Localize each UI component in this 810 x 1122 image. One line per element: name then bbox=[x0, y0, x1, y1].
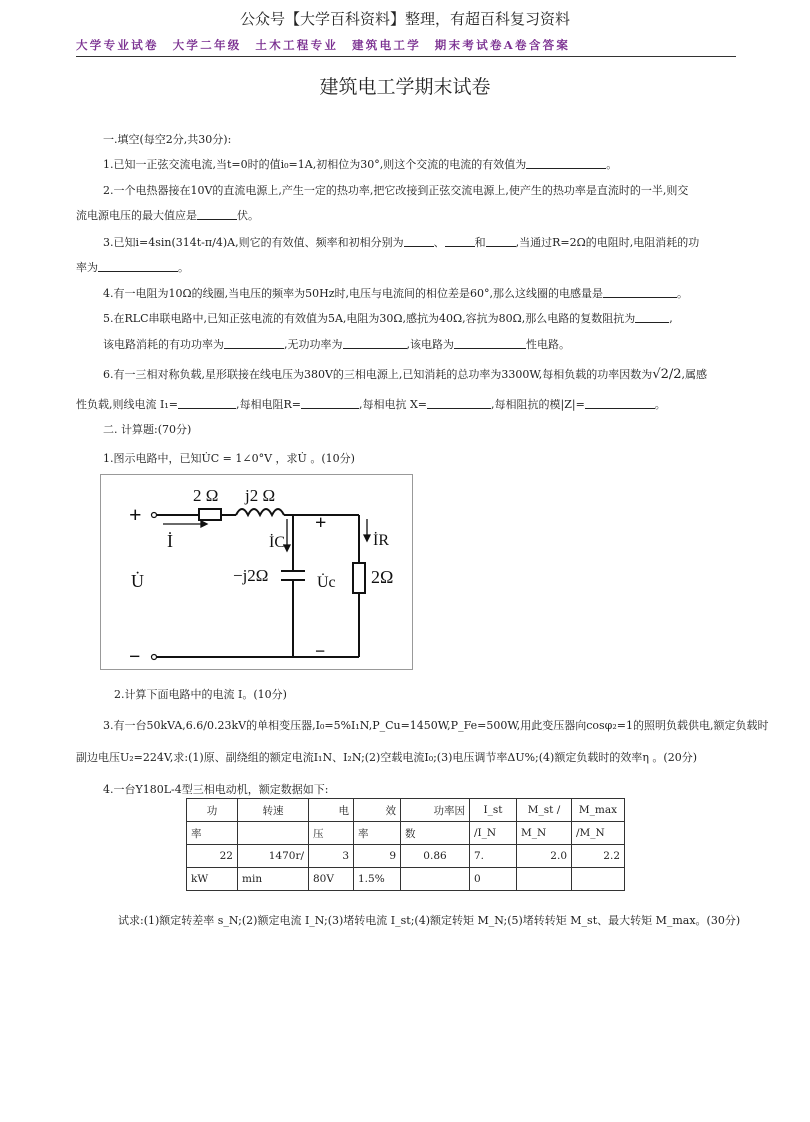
table-cell: 功 bbox=[187, 799, 238, 822]
table-cell: M_N bbox=[517, 822, 572, 845]
section1-heading: 一.填空(每空2分,共30分): bbox=[103, 133, 232, 146]
q4-text: 4.有一电阻为10Ω的线圈,当电压的频率为50Hz时,电压与电流间的相位差是60°,那么这线圈的电感量是 bbox=[103, 287, 603, 300]
question-1-5a bbox=[103, 310, 673, 326]
q6-blank1 bbox=[178, 398, 236, 409]
table-cell: 率 bbox=[187, 822, 238, 845]
q5-blank3 bbox=[343, 338, 407, 349]
section2-heading: 二. 计算题:(70分) bbox=[103, 423, 192, 436]
label-r-series: 2 Ω bbox=[193, 486, 219, 505]
table-cell: 3 bbox=[309, 845, 354, 868]
q2-blank bbox=[197, 209, 237, 220]
q5-blank1 bbox=[635, 312, 669, 323]
q1-text: 1.已知一正弦交流电流,当t=0时的值i₀=1A,初相位为30°,则这个交流的电流的有效值为 bbox=[103, 158, 527, 171]
q5-text5: 性电路。 bbox=[526, 338, 570, 351]
table-row bbox=[187, 845, 625, 868]
q5-text2: 该电路消耗的有功功率为 bbox=[103, 338, 224, 351]
q6-text2: 性负载,则线电流 I₁= bbox=[76, 398, 178, 411]
label-minus-c: − bbox=[315, 641, 326, 661]
q6-frac: √2/2 bbox=[652, 367, 682, 382]
table-cell bbox=[401, 868, 470, 891]
table-cell: 7. bbox=[470, 845, 517, 868]
table-cell: 功率因 bbox=[401, 799, 470, 822]
table-cell: 9 bbox=[354, 845, 401, 868]
q6-text4: ,每相电抗 X= bbox=[358, 398, 428, 411]
q4-dot: 。 bbox=[676, 287, 688, 300]
table-cell: M_st / bbox=[517, 799, 572, 822]
q1-dot: 。 bbox=[606, 158, 618, 171]
label-x-series: j2 Ω bbox=[245, 486, 276, 505]
page-title: 建筑电工学期末试卷 bbox=[319, 76, 491, 98]
table-cell: /I_N bbox=[470, 822, 517, 845]
question-1-2b bbox=[76, 207, 259, 223]
q5-text3: ,无功功率为 bbox=[284, 338, 343, 351]
label-minus-in: − bbox=[129, 646, 141, 668]
q3-text: 3.已知i=4sin(314t-π/4)A,则它的有效值、频率和初相分别为 bbox=[103, 236, 404, 249]
question-1-3b bbox=[76, 259, 189, 275]
table-cell: /M_N bbox=[572, 822, 625, 845]
question-1-6b bbox=[76, 396, 666, 412]
circuit-diagram bbox=[101, 475, 412, 669]
q3-blank4 bbox=[98, 261, 178, 272]
q5-text4: ,该电路为 bbox=[406, 338, 454, 351]
table-cell: min bbox=[238, 868, 309, 891]
q3-tail: ,当通过R=2Ω的电阻时,电阻消耗的功 bbox=[515, 236, 700, 249]
table-row bbox=[187, 868, 625, 891]
label-current-i: İ bbox=[167, 531, 173, 551]
table-row bbox=[187, 822, 625, 845]
q3-dot: 。 bbox=[178, 261, 189, 274]
question-1-2a: 2.一个电热器接在10V的直流电源上,产生一定的热功率,把它改接到正弦交流电源上,使产生的热功率是直流时的一半,则交 bbox=[103, 184, 689, 197]
question-1-6a bbox=[103, 366, 707, 382]
q6-blank4 bbox=[585, 398, 655, 409]
table-cell bbox=[572, 868, 625, 891]
table-cell: 转速 bbox=[238, 799, 309, 822]
header-subtitle: 大学专业试卷 大学二年级 土木工程专业 建筑电工学 期末考试卷A卷含答案 bbox=[76, 38, 571, 52]
terminal-top bbox=[152, 513, 157, 518]
q5-text: 5.在RLC串联电路中,已知正弦电流的有效值为5A,电阻为30Ω,感抗为40Ω,容抗为80Ω,那么电路的复数阻抗为 bbox=[103, 312, 636, 325]
question-1-1 bbox=[103, 156, 617, 172]
table-cell: 数 bbox=[401, 822, 470, 845]
motor-spec-table bbox=[186, 798, 625, 891]
table-cell: 1470r/ bbox=[238, 845, 309, 868]
table-cell: 1.5% bbox=[354, 868, 401, 891]
question-2-2: 2.计算下面电路中的电流 I。(10分) bbox=[114, 688, 287, 701]
label-voltage-uc: U̇c bbox=[317, 574, 336, 591]
table-cell: 0 bbox=[470, 868, 517, 891]
table-cell: 电 bbox=[309, 799, 354, 822]
table-cell: 22 bbox=[187, 845, 238, 868]
q5-comma: , bbox=[669, 312, 673, 325]
table-cell: 0.86 bbox=[401, 845, 470, 868]
question-1-4 bbox=[103, 285, 688, 301]
table-cell: I_st bbox=[470, 799, 517, 822]
q3-blank1 bbox=[404, 236, 434, 247]
label-x-cap: −j2Ω bbox=[233, 566, 269, 585]
table-cell: 压 bbox=[309, 822, 354, 845]
q2-text: 流电源电压的最大值应是 bbox=[76, 209, 197, 222]
table-cell: 2.2 bbox=[572, 845, 625, 868]
question-2-4-ask: 试求:(1)额定转差率 s_N;(2)额定电流 I_N;(3)堵转电流 I_st;(4)额定转矩 M_N;(5)堵转转矩 M_st、最大转矩 M_max。(30分) bbox=[118, 914, 741, 927]
header-divider bbox=[76, 56, 736, 57]
q5-blank2 bbox=[224, 338, 284, 349]
q6-blank3 bbox=[427, 398, 491, 409]
q6-blank2 bbox=[301, 398, 359, 409]
table-cell: 80V bbox=[309, 868, 354, 891]
label-r-load: 2Ω bbox=[371, 567, 394, 587]
header-source: 公众号【大学百科资料】整理，有超百科复习资料 bbox=[239, 10, 570, 28]
question-1-5b bbox=[103, 336, 570, 352]
table-cell: 率 bbox=[354, 822, 401, 845]
q3-sep2: 和 bbox=[474, 236, 486, 249]
table-cell: 效 bbox=[354, 799, 401, 822]
table-cell bbox=[238, 822, 309, 845]
q6-text3: ,每相电阻R= bbox=[235, 398, 301, 411]
label-current-ic: İC bbox=[269, 534, 285, 551]
q1-blank bbox=[526, 158, 606, 169]
question-2-4: 4.一台Y180L-4型三相电动机，额定数据如下: bbox=[103, 783, 329, 796]
q3-sep1: 、 bbox=[433, 236, 445, 249]
terminal-bottom bbox=[152, 655, 157, 660]
q4-blank bbox=[603, 287, 677, 298]
question-2-1: 1.图示电路中，已知U̇C = 1∠0°V ，求U̇ 。(10分) bbox=[103, 452, 355, 465]
q3-blank3 bbox=[486, 236, 516, 247]
q3-blank2 bbox=[445, 236, 475, 247]
table-cell bbox=[517, 868, 572, 891]
table-cell: M_max bbox=[572, 799, 625, 822]
circuit-figure bbox=[100, 474, 413, 670]
label-plus-c: + bbox=[315, 512, 327, 534]
label-plus-in: + bbox=[129, 502, 142, 527]
q6-text5: ,每相阻抗的模|Z|= bbox=[491, 398, 585, 411]
q6-dot: 。 bbox=[654, 398, 666, 411]
label-current-ir: İR bbox=[373, 532, 389, 549]
q2-unit: 伏。 bbox=[237, 209, 259, 222]
q5-blank4 bbox=[454, 338, 526, 349]
question-2-3b: 副边电压U₂=224V,求:(1)原、副绕组的额定电流I₁N、I₂N;(2)空载电流I₀;(3)电压调节率ΔU%;(4)额定负载时的效率η 。(20分) bbox=[76, 751, 698, 764]
q6-tail: ,属感 bbox=[681, 368, 708, 381]
q6-text: 6.有一三相对称负载,星形联接在线电压为380V的三相电源上,已知消耗的总功率为3300W,每相负载的功率因数为 bbox=[103, 368, 653, 381]
question-1-3a bbox=[103, 234, 699, 250]
table-cell: kW bbox=[187, 868, 238, 891]
table-cell: 2.0 bbox=[517, 845, 572, 868]
q3-text2: 率为 bbox=[76, 261, 98, 274]
table-row bbox=[187, 799, 625, 822]
question-2-3a: 3.有一台50kVA,6.6/0.23kV的单相变压器,I₀=5%I₁N,P_Cu=1450W,P_Fe=500W,用此变压器向cosφ₂=1的照明负载供电,额定负载时 bbox=[103, 719, 769, 732]
label-voltage-u: U̇ bbox=[131, 571, 144, 591]
